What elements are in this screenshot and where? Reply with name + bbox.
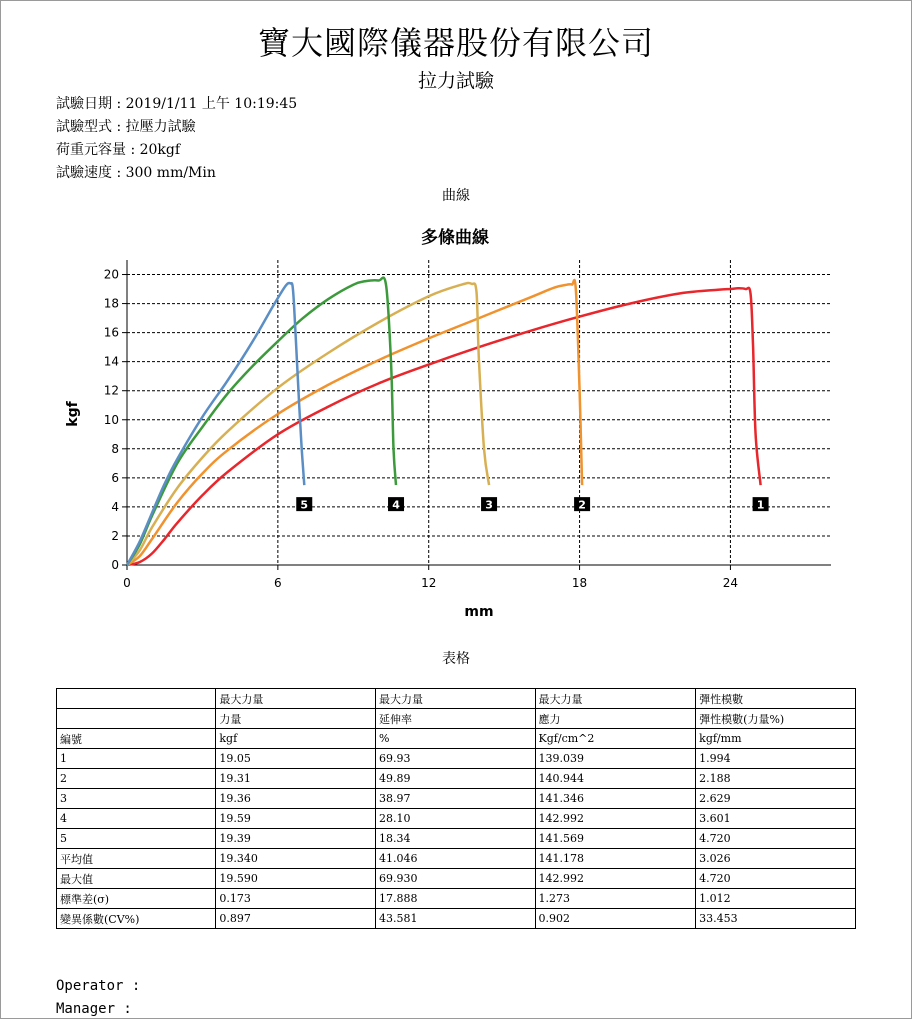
table-cell: 33.453: [696, 909, 856, 929]
table-cell: 4.720: [696, 869, 856, 889]
x-tick-label: 24: [722, 576, 739, 590]
table-cell: 標準差(σ): [57, 889, 216, 909]
table-row: [57, 769, 856, 789]
table-row: [57, 849, 856, 869]
x-tick-label: 0: [123, 576, 131, 590]
table-row: [57, 889, 856, 909]
curve-marker-1: [753, 497, 769, 512]
table-cell: 1: [57, 749, 216, 769]
curve-marker-label: 5: [300, 498, 309, 512]
table-cell: 2: [57, 769, 216, 789]
table-cell: 69.93: [375, 749, 535, 769]
info-load-cell-capacity: 荷重元容量 : 20kgf: [56, 142, 181, 158]
table-cell: 3.601: [696, 809, 856, 829]
manager-label: Manager :: [56, 1001, 132, 1017]
table-cell: 69.930: [375, 869, 535, 889]
curve-marker-label: 1: [756, 498, 765, 512]
table-cell: 141.346: [535, 789, 696, 809]
table-cell: 139.039: [535, 749, 696, 769]
y-tick-label: 16: [103, 325, 119, 340]
table-cell: 0.173: [216, 889, 376, 909]
series-line-2: [127, 280, 582, 565]
y-tick-label: 20: [103, 267, 119, 282]
table-cell: 1.273: [535, 889, 696, 909]
table-cell: [57, 709, 216, 729]
table-cell: 28.10: [375, 809, 535, 829]
y-tick-label: 14: [103, 354, 119, 369]
table-cell: 1.994: [696, 749, 856, 769]
curve-marker-label: 2: [578, 498, 586, 512]
results-table: [56, 688, 856, 929]
table-cell: 5: [57, 829, 216, 849]
table-cell: 141.178: [535, 849, 696, 869]
table-cell: 17.888: [375, 889, 535, 909]
report-title: 拉力試驗: [417, 70, 494, 92]
x-tick-label: 12: [421, 576, 437, 590]
table-cell: 4.720: [696, 829, 856, 849]
table-cell: 19.36: [216, 789, 376, 809]
table-cell: 142.992: [535, 869, 696, 889]
curve-section-title: 曲線: [442, 188, 470, 204]
curve-marker-3: [481, 497, 497, 512]
table-cell: 彈性模數: [696, 689, 856, 709]
table-cell: kgf: [216, 729, 376, 749]
grid-lines: [127, 260, 831, 565]
table-row: [57, 809, 856, 829]
table-cell: 19.340: [216, 849, 376, 869]
series-lines: [127, 278, 761, 565]
y-tick-label: 8: [111, 441, 119, 456]
info-test-type: 試驗型式 : 拉壓力試驗: [56, 119, 196, 135]
curve-marker-label: 4: [392, 498, 400, 512]
y-tick-label: 0: [111, 558, 119, 572]
table-cell: 19.590: [216, 869, 376, 889]
x-tick-label: 6: [274, 576, 282, 590]
x-tick-label: 18: [571, 576, 588, 590]
curve-marker-2: [574, 497, 590, 512]
table-cell: 18.34: [375, 829, 535, 849]
info-test-speed: 試驗速度 : 300 mm/Min: [56, 165, 216, 181]
table-cell: 1.012: [696, 889, 856, 909]
table-cell: 41.046: [375, 849, 535, 869]
table-cell: 142.992: [535, 809, 696, 829]
header-row: [57, 689, 856, 709]
table-cell: 延伸率: [375, 709, 535, 729]
y-tick-label: 6: [111, 470, 119, 485]
table-cell: 0.902: [535, 909, 696, 929]
y-tick-label: 10: [103, 412, 119, 427]
chart-axes: [127, 260, 831, 565]
table-cell: 141.569: [535, 829, 696, 849]
y-axis-label: kgf: [65, 401, 81, 427]
table-row: [57, 869, 856, 889]
y-tick-label: 12: [103, 383, 119, 398]
table-row: [57, 909, 856, 929]
table-row: [57, 789, 856, 809]
table-cell: 最大力量: [375, 689, 535, 709]
table-cell: 平均值: [57, 849, 216, 869]
y-tick-label: 4: [111, 499, 119, 514]
table-cell: 編號: [57, 729, 216, 749]
tick-labels: [104, 268, 738, 590]
table-cell: 19.39: [216, 829, 376, 849]
table-cell: 140.944: [535, 769, 696, 789]
operator-label: Operator :: [56, 978, 141, 994]
table-cell: 0.897: [216, 909, 376, 929]
header-row: [57, 709, 856, 729]
table-cell: 38.97: [375, 789, 535, 809]
table-cell: 變異係數(CV%): [57, 909, 216, 929]
table-cell: 43.581: [375, 909, 535, 929]
curve-marker-5: [296, 497, 312, 512]
table-cell: 應力: [535, 709, 696, 729]
table-cell: 2.629: [696, 789, 856, 809]
series-line-4: [127, 278, 396, 565]
table-section-title: 表格: [442, 651, 470, 667]
company-name: 寶大國際儀器股份有限公司: [257, 24, 654, 62]
series-line-1: [127, 288, 761, 565]
x-axis-label: mm: [464, 604, 494, 620]
table-cell: 2.188: [696, 769, 856, 789]
table-cell: %: [375, 729, 535, 749]
info-test-date: 試驗日期 : 2019/1/11 上午 10:19:45: [56, 96, 298, 112]
table-cell: 彈性模數(力量%): [696, 709, 856, 729]
series-line-3: [127, 283, 489, 565]
table-cell: 4: [57, 809, 216, 829]
table-cell: 49.89: [375, 769, 535, 789]
curve-marker-4: [388, 497, 404, 512]
table-row: [57, 749, 856, 769]
table-cell: Kgf/cm^2: [535, 729, 696, 749]
table-cell: 最大力量: [535, 689, 696, 709]
table-cell: 19.31: [216, 769, 376, 789]
table-row: [57, 829, 856, 849]
table-cell: 力量: [216, 709, 376, 729]
chart-title: 多條曲線: [421, 228, 489, 248]
multi-curve-chart: [0, 210, 912, 630]
table-cell: 19.59: [216, 809, 376, 829]
curve-marker-label: 3: [485, 498, 493, 512]
header-row: [57, 729, 856, 749]
table-cell: [57, 689, 216, 709]
table-cell: 19.05: [216, 749, 376, 769]
y-tick-label: 18: [103, 296, 119, 311]
table-cell: 3.026: [696, 849, 856, 869]
curve-markers: [296, 497, 768, 512]
table-cell: kgf/mm: [696, 729, 856, 749]
y-tick-label: 2: [111, 528, 119, 543]
table-cell: 最大值: [57, 869, 216, 889]
table-cell: 最大力量: [216, 689, 376, 709]
table-cell: 3: [57, 789, 216, 809]
